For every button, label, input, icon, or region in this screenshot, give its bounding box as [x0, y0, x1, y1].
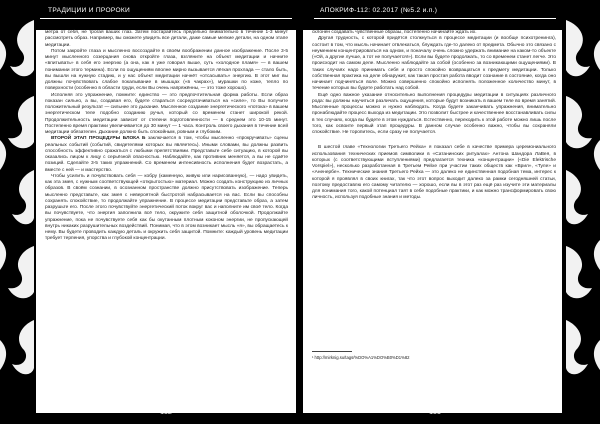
header-title: АПОКРИФ-112: 02.2017 (№5.2 и.п.)	[320, 7, 438, 14]
footer-rule	[314, 405, 556, 406]
footer-left	[40, 394, 292, 424]
footer-rule	[40, 405, 292, 406]
paragraph: Другая трудность, с которой придётся столкнуться в процессе медитации (и вообще психотренинга), состоит в том, что мысль начинает отвлекаться, блуждать где-то далеко от предмета. Обычно это связано с неумением концентрироваться на одном, и поначалу очень сложно удержать внимание на каком-то объекте («Ой, а другие лучше, а тот не получается!»). Если вы будете продолжать, то со временем станет легче. Это происходит на самом деле. Мысленно наблюдайте за собой (особенно за возникающими ощущениями). В таких случаях надо принимать себя и просто спокойно возвращаться к предмету медитации. Только собственная практика на деле обнаружит, как такая простая работа вводит сознание в состояние, когда оно начинает подчиняться воле. Можно совершенно спокойно исполнять положенное количество минут, в течение которых вы будете работать над собой.	[312, 36, 556, 92]
paragraph: метра от себя, не трогая ваших глаз. Затем постарайтесь предельно внимательно в течение 1-3 минут рассмотреть образ. Например, вы сможете увидеть все детали, даже самые мелкие детали, на одном этапе медитации.	[45, 30, 288, 48]
ornament-right-border	[566, 0, 600, 424]
footnote-rule	[312, 351, 352, 352]
ornament-left-border	[0, 0, 34, 424]
footer-right	[314, 394, 556, 424]
paragraph-lead: ВТОРОЙ ЭТАП ПРОЦЕДУРЫ БЛОКА Б	[51, 136, 146, 142]
paragraph: Чтобы усилить и почувствовать себя — кобру (каменную, живую или нарисованную), — надо увидеть, как эта змея, с нужным соответствующей «открытостью» материал. Можно создать конструкцию из личных образов. В своём сознании, в осознанном пространстве должно присутствовать изображение. Теперь мысленно представьте, как змея с невероятной быстротой набрасывается на вас. Если вы способны сохранять спокойствие, то продолжайте упражнение. В процессе медитации представьте образ, а затем разрушьте его. После этого почувствуйте энергетический поток вокруг вас и наполните им своё тело. Когда вы почувствуете, что энергия заполнила всё тело, окружите себя защитной оболочкой. Продолжайте упражнение, пока не почувствуете себя как бы окутанным плотным коконом энергии, не пропускающей внутрь никаких разрушительных воздействий. Понимая, что в этом возникает мысль «я», вы обращаетесь к нему. Вы будете проводить каждую деталь и окружить себя защитой. Помните: каждый уровень медитации требует терпения, упорства и глубокой концентрации.	[45, 173, 288, 242]
paragraph: Исполняя это упражнение, помните: единство — это предпочтительная форма работы. Если образ показан сильно, а вы, создавая его, будете стараться сосредотачиваться на «силе», то Вы получите положительный результат — сильнее это дыхание. Мысленное создание энергетического «потока» в вашем энергетическом теле подобно созданию ручья, который со временем станет широкой рекой. Продолжительность медитации зависит от степени подготовленности — в среднем это 10-15 минут. Постепенно время практики увеличивается до 30 минут — 1 часа. Контроль своего дыхания в течение всей медитации обязателен. Дыхание должно быть спокойным, ровным и глубоким.	[45, 92, 288, 135]
paragraph: склонен создавать чувственные образы, постепенно начинайте ждать их.	[312, 30, 477, 35]
right-page	[300, 0, 600, 424]
page-number: 132	[160, 409, 172, 416]
header-rule	[40, 18, 292, 19]
running-header-left	[40, 0, 292, 30]
paragraph-gap	[312, 136, 556, 145]
header-title: ТРАДИЦИИ И ПРОРОКИ	[48, 7, 131, 14]
paragraph: Ещё одно важное указание относительно выполнения процедуры медитации в ситуациях различного рода: вы должны научиться различать ощущения, которые будут возникать в вашем теле во время занятий. Мысленные процессы можно и нужно наблюдать. Когда будете заканчивать упражнения, внимательно пронаблюдайте процесс выхода из медитации. Это позволит быстрее и качественнее восстанавливать силы в тех случаях, когда вы будете в этом нуждаться. Естественно, переходить к этой работе можно лишь после того, как освоите первый этап процедуры. В данном случае особенно важно, чтобы вы сохраняли спокойствие. Не торопитесь, если сразу не получается.	[312, 92, 556, 135]
page-text	[312, 30, 556, 202]
paragraph: Потом закройте глаза и мысленно воссоздайте в своём воображении данное изображение. После 3-5 минут мысленного созерцания снова откройте глаза, взгляните на объект медитации и начните «впитывать» в себя его энергию (а она, как я уже говорил выше, суть «холодное пламя» — в вашем понимании этого термина). Если по ощущениям вполне мирно вызывается лёгкая прохлада — стало быть, вы вышли на нужную стадию, и у нас объект медитации начнёт «отсасывать» энергию. В этот миг вы должны почувствовать слабое покалывание в мышцах («в чакрах»), мурашки по коже, тепло по поверхности (особенно в области груди, если Вы очень напряжённы, — это тоже хорошо).	[45, 48, 288, 92]
footnote: ¹ http://mirknig.su/tags/%DO%A1%DO%B0%D1%82	[312, 355, 410, 360]
page-text	[45, 30, 288, 392]
running-header-right	[314, 0, 556, 30]
header-rule	[314, 18, 556, 19]
paragraph: ВТОРОЙ ЭТАП ПРОЦЕДУРЫ БЛОКА Б заключается в том, чтобы мысленно «прокручивать» сцены реальных событий (событий, свидетелями которых вы являетесь). Иными словами, вы должны развить способность эффективно сражаться с любыми препятствиями. Представьте себе ситуацию, в которой вы оказались лицом к лицу с серьёзной опасностью. Наблюдайте, как противник меняется, а вы не сдаёте позиций. Сделайте 3-5 таких упражнений. Со временем интенсивность исполнения будет возрастать, а вместе с ней — и мастерство.	[45, 136, 288, 173]
page-number: 133	[429, 409, 441, 416]
paragraph: В шестой главе «Технологии Третьего Рейха» я показал себе в качестве примера церемониального использования технических приемов символики в «Сатанинских ритуалах» Антона Шандора ЛаВея, в которых (с соответствующими вступлениями) предлагается техника «концентрации» («Die Elektrische Vorspiel»), несколько разработанная в Третьем Рейхе при участии таких обществ как «Врил», «Туле» и «Аненербе». Технические знания Третьего Рейха — это далеко не единственная подобная тема, интерес к которой я проявлял в своих книгах, так что этот вопрос выходит далеко за рамки сегодняшней статьи, поэтому предоставлю его самому читателю — хорошо, если вы в этот раз ещё раз изучите эти материалы для понимания того, какой потенциал таят в себе подобные практики, и как можно трансформировать свою личность, используя подобные знания и методы.	[312, 145, 556, 201]
